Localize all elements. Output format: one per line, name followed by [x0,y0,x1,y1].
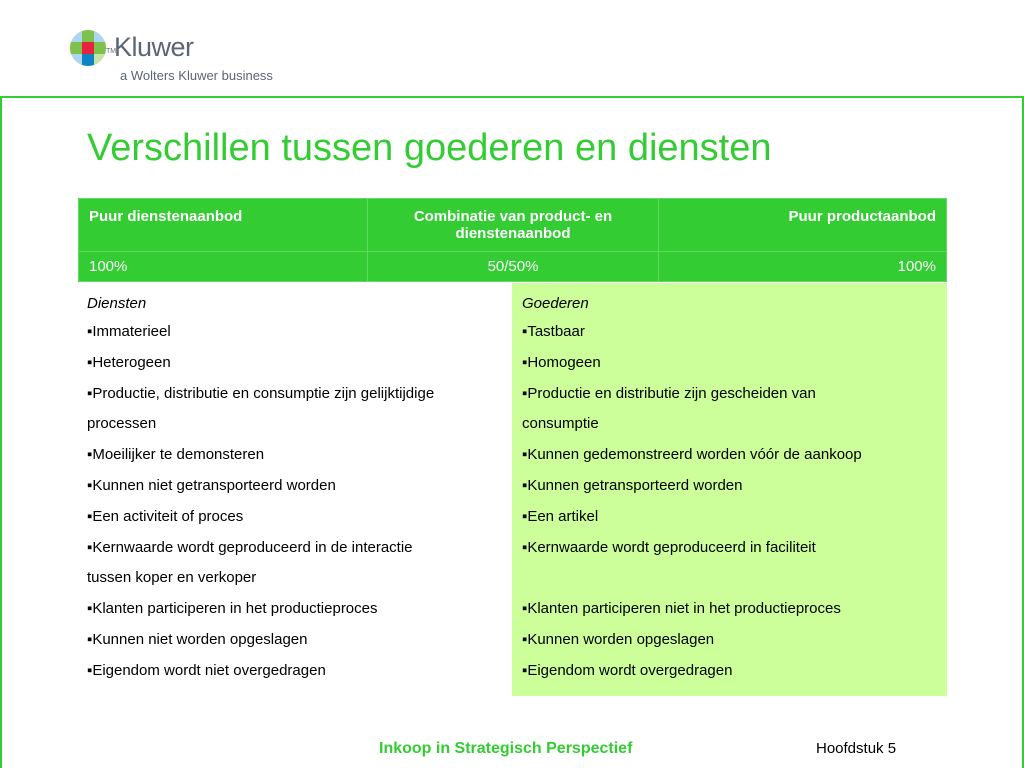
percentage-cell-services: 100% [79,252,368,282]
services-item: tussen koper en verkoper [87,569,257,587]
services-item: ▪Kunnen niet worden opgeslagen [87,630,308,648]
services-item: ▪Productie, distributie en consumptie zijn gelijktijdige [87,384,435,402]
goods-item: ▪Klanten participeren niet in het productieproces [522,600,841,618]
footer-chapter: Hoofdstuk 5 [816,740,897,757]
goods-item: ▪Homogeen [522,353,601,371]
services-item: ▪Eigendom wordt niet overgedragen [87,661,326,679]
kluwer-logo-mark-icon [70,30,106,66]
services-item: ▪Immaterieel [87,323,171,340]
slide-title: Verschillen tussen goederen en diensten [87,127,772,169]
goods-item: ▪Eigendom wordt overgedragen [522,661,733,679]
percentage-row [79,252,947,282]
goods-column [512,283,947,696]
header-row [79,199,947,252]
goods-heading: Goederen [522,295,589,312]
goods-item: ▪Tastbaar [522,323,585,340]
percentage-cell-products: 100% [659,252,947,282]
percentage-cell-combination: 50/50% [367,252,659,282]
services-item: ▪Moeilijker te demonsteren [87,446,265,464]
comparison-header-table [78,198,947,282]
services-item: ▪Een activiteit of proces [87,507,244,525]
services-item: ▪Klanten participeren in het productieproces [87,600,378,618]
goods-item: ▪Productie en distributie zijn gescheiden van [522,384,816,402]
services-heading: Diensten [87,295,147,312]
footer-book-title: Inkoop in Strategisch Perspectief [379,740,633,757]
kluwer-logo [70,28,310,88]
header-cell-combination: Combinatie van product- en dienstenaanbod [367,199,659,252]
services-item: ▪Kunnen niet getransporteerd worden [87,476,336,494]
header-cell-services: Puur dienstenaanbod [79,199,368,252]
services-item: ▪Heterogeen [87,353,171,371]
goods-item: ▪Kunnen worden opgeslagen [522,630,715,648]
logo-trademark: TM [106,48,117,55]
services-item: ▪Kernwaarde wordt geproduceerd in de interactie [87,538,413,556]
goods-item: ▪Kernwaarde wordt geproduceerd in faciliteit [522,538,816,556]
goods-item: consumptie [522,415,599,433]
logo-name: Kluwer [114,32,194,62]
header-cell-products: Puur productaanbod [659,199,947,252]
goods-item: ▪Een artikel [522,507,599,525]
goods-item: ▪Kunnen gedemonstreerd worden vóór de aankoop [522,446,862,464]
services-column [78,291,512,687]
goods-spacer [522,563,947,594]
services-item: processen [87,415,157,433]
goods-item: ▪Kunnen getransporteerd worden [522,476,743,494]
logo-tagline: a Wolters Kluwer business [120,68,273,83]
